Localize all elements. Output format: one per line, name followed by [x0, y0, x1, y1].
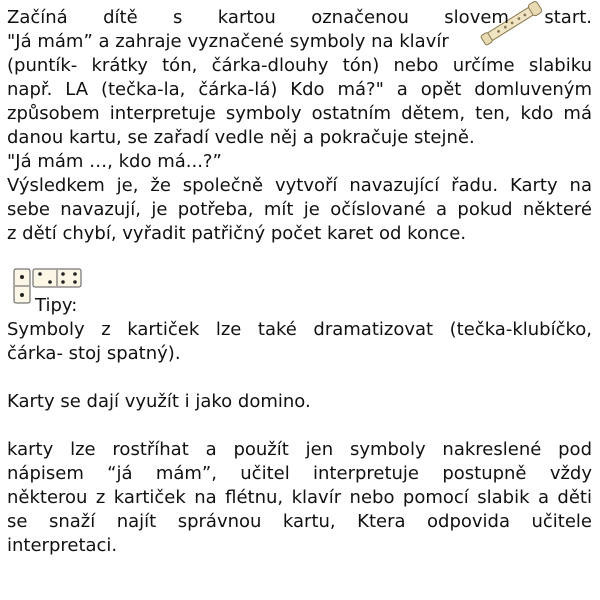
tips-paragraph-1: [7, 318, 592, 366]
tips-heading: [7, 268, 592, 318]
text-line: Výsledkem je, že společně vytvoří navazující řadu. Karty na: [7, 175, 592, 196]
text-line: danou kartu, se zařadí vedle něj a pokračuje stejně.: [7, 127, 475, 148]
text-line: "Já mám …, kdo má...?”: [7, 151, 222, 172]
text-line: "Já mám” a zahraje vyznačené symboly na klavír: [7, 31, 449, 52]
text-line: Karty se dají využít i jako domino.: [7, 391, 311, 412]
text-line: nápisem “já mám”, učitel interpretuje postupně vždy: [7, 463, 592, 484]
text-line: způsobem interpretuje symboly ostatním dětem, ten, kdo má: [7, 103, 592, 124]
text-line: např. LA (tečka-la, čárka-lá) Kdo má?" a opět domluveným: [7, 79, 592, 100]
text-line: se snaží najít správnou kartu, Ktera odpovida učitele: [7, 511, 592, 532]
text-line: (puntík- krátky tón, čárka-dlouhy tón) nebo určíme slabiku: [7, 55, 592, 76]
intro-paragraph: [7, 6, 592, 246]
text-line: z dětí chybí, vyřadit patřičný počet karet od konce.: [7, 223, 467, 244]
text-line: sebe navazují, je potřeba, mít je očíslované a pokud některé: [7, 199, 592, 220]
tips-paragraph-2: [7, 390, 592, 414]
text-line: Začíná dítě s kartou označenou slovem start.: [7, 7, 592, 28]
text-line: karty lze rostříhat a použít jen symboly nakreslené pod: [7, 439, 592, 460]
document-page: [7, 6, 592, 558]
text-line: interpretaci.: [7, 535, 118, 556]
text-line: některou z kartiček na flétnu, klavír nebo pomocí slabik a děti: [7, 487, 592, 508]
text-line: čárka- stoj spatný).: [7, 343, 181, 364]
tips-label: Tipy:: [35, 295, 78, 316]
tips-paragraph-3: [7, 438, 592, 558]
text-line: Symboly z kartiček lze také dramatizovat (tečka-klubíčko,: [7, 319, 592, 340]
